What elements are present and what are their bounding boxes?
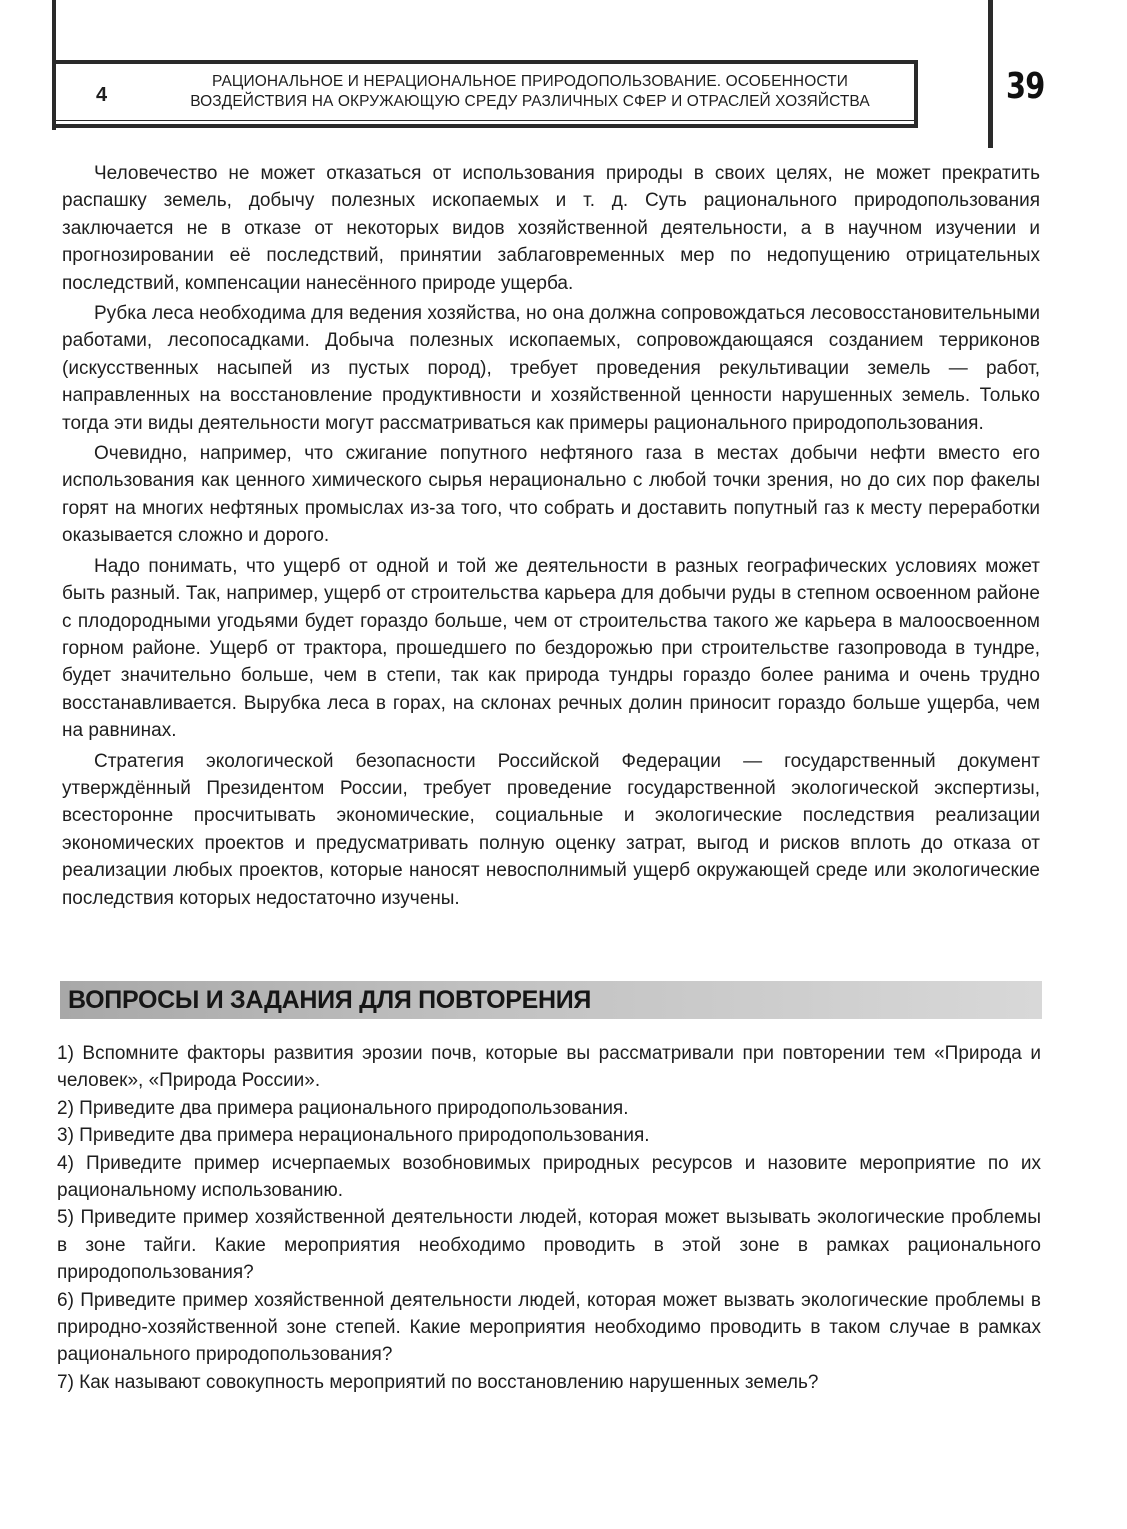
question-item: 2) Приведите два примера рационального природопользования. xyxy=(57,1097,629,1119)
question-item: 7) Как называют совокупность мероприятий по восстановлению нарушенных земель? xyxy=(57,1371,819,1393)
questions-list xyxy=(57,1040,1041,1396)
chapter-title-line-2: ВОЗДЕЙСТВИЯ НА ОКРУЖАЮЩУЮ СРЕДУ РАЗЛИЧНЫХ СФЕР И ОТРАСЛЕЙ ХОЗЯЙСТВА xyxy=(190,93,870,110)
section-heading: ВОПРОСЫ И ЗАДАНИЯ ДЛЯ ПОВТОРЕНИЯ xyxy=(68,986,592,1014)
header-right-rule xyxy=(988,0,993,148)
page-number: 39 xyxy=(1006,66,1045,107)
section-heading-bar xyxy=(60,981,1042,1019)
paragraph: Рубка леса необходима для ведения хозяйства, но она должна сопровождаться лесовосстановительными работами, лесопосадками. Добыча полезных ископаемых, сопровождающаяся созданием терриконов (искусственных насыпей из пустых пород), требует проведения рекультивации земель — работ, направленных на восстановление продуктивности и хозяйственной ценности нарушенных земель. Только тогда эти виды деятельности могут рассматриваться как примеры рационального природопользования. xyxy=(62,303,1040,434)
paragraph: Стратегия экологической безопасности Российской Федерации — государственный документ утверждённый Президентом России, требует проведение государственной экологической экспертизы, всесторонне просчитывать экономические, социальные и экологические последствия реализации экономических проектов и предусматривать полную оценку затрат, выгод и рисков вплоть до отказа от реализации любых проектов, которые наносят невосполнимый ущерб окружающей среде или экологические последствия которых недостаточно изучены. xyxy=(62,750,1040,909)
question-item: 4) Приведите пример исчерпаемых возобновимых природных ресурсов и назовите мероприятие по их рациональному использованию. xyxy=(57,1152,1041,1202)
question-item: 1) Вспомните факторы развития эрозии почв, которые вы рассматривали при повторении тем «Природа и человек», «Природа России». xyxy=(57,1043,1041,1092)
chapter-header xyxy=(52,60,918,128)
question-item: 6) Приведите пример хозяйственной деятельности людей, которая может вызвать экологические проблемы в природно-хозяйственной зоне степей. Какие мероприятия необходимо проводить в таком случае в рамках рационального природопользования? xyxy=(57,1289,1041,1366)
main-text xyxy=(62,160,1040,915)
paragraph: Очевидно, например, что сжигание попутного нефтяного газа в местах добычи нефти вместо его использования как ценного химического сырья нерационально с любой точки зрения, но до сих пор факелы горят на многих нефтяных промыслах из-за того, что собрать и доставить попутный газ к месту переработки оказывается сложно и дорого. xyxy=(62,443,1040,547)
question-item: 5) Приведите пример хозяйственной деятельности людей, которая может вызывать экологические проблемы в зоне тайги. Какие мероприятия необходимо проводить в этой зоне в рамках рационального природопользования? xyxy=(57,1207,1041,1284)
paragraph: Надо понимать, что ущерб от одной и той же деятельности в разных географических условиях может быть разный. Так, например, ущерб от строительства карьера для добычи руды в степном освоенном районе с плодородными угодьями будет гораздо больше, чем от строительства такого же карьера в малоосвоенном горном районе. Ущерб от трактора, прошедшего по бездорожью при строительстве газопровода в тундре, будет значительно больше, чем в степи, так как природа тундры гораздо более ранима и очень трудно восстанавливается. Вырубка леса в горах, на склонах речных долин приносит гораздо больше ущерба, чем на равнинах. xyxy=(62,555,1040,742)
paragraph: Человечество не может отказаться от использования природы в своих целях, не может прекратить распашку земель, добычу полезных ископаемых и т. д. Суть рационального природопользования заключается не в отказе от некоторых видов хозяйственной деятельности, а в научном изучении и прогнозировании её последствий, принятии заблаговременных мер по недопущению отрицательных последствий, компенсации нанесённого природе ущерба. xyxy=(62,163,1040,294)
chapter-title xyxy=(166,72,894,112)
question-item: 3) Приведите два примера нерационального природопользования. xyxy=(57,1125,650,1147)
chapter-number: 4 xyxy=(96,84,108,106)
chapter-title-line-1: РАЦИОНАЛЬНОЕ И НЕРАЦИОНАЛЬНОЕ ПРИРОДОПОЛЬЗОВАНИЕ. ОСОБЕННОСТИ xyxy=(212,73,848,90)
